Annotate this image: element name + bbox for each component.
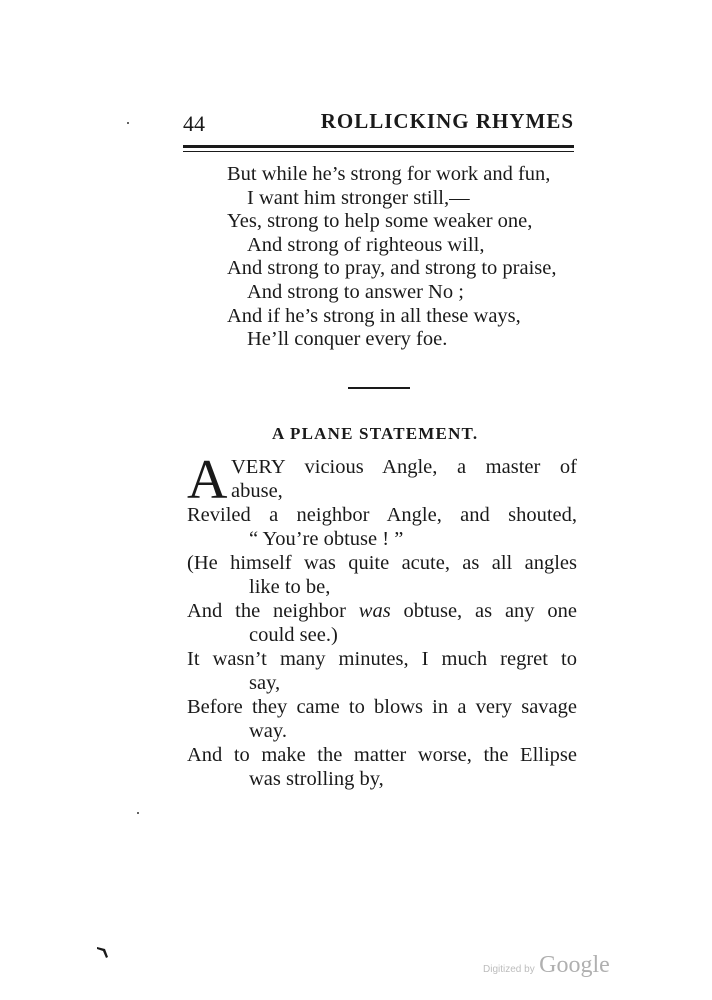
header-rule-thick (183, 145, 574, 148)
section-divider (348, 387, 410, 389)
poem (187, 449, 577, 791)
speck (127, 122, 129, 124)
poem-line-emphasis: was (358, 600, 391, 622)
poem-line-cont: like to be, (249, 576, 331, 598)
poem-line: And to make the matter worse, the Ellipse (187, 744, 577, 766)
poem-line (187, 599, 577, 623)
stanza-line: And if he’s strong in all these ways, (227, 304, 521, 327)
stanza-line: But while he’s strong for work and fun, (227, 163, 551, 185)
watermark-prefix: Digitized by (483, 964, 535, 975)
stanza (227, 163, 556, 352)
poem-line: It wasn’t many minutes, I much regret to (187, 648, 577, 670)
poem-opening (187, 449, 577, 511)
stanza-line: I want him stronger still,— (247, 186, 470, 209)
poem-line: Reviled a neighbor Angle, and shouted, (187, 504, 577, 526)
header-rule-thin (183, 151, 574, 152)
poem-line-cont: way. (249, 720, 287, 742)
running-title: ROLLICKING RHYMES (320, 109, 574, 133)
poem-line-post: obtuse, as any one (390, 600, 577, 622)
poem-line-pre: And the neighbor (187, 600, 359, 622)
stanza-line: Yes, strong to help some weaker one, (227, 210, 533, 233)
poem-first-line-cont: abuse, (231, 480, 283, 502)
stanza-line: He’ll conquer every foe. (247, 328, 448, 351)
poem-first-line: VERY vicious Angle, a master of (231, 456, 577, 478)
poem-line-cont: could see.) (249, 624, 338, 646)
ink-mark-icon (96, 944, 112, 960)
speck (137, 812, 139, 814)
poem-line: (He himself was quite acute, as all angles (187, 552, 577, 574)
poem-title: A PLANE STATEMENT. (272, 424, 479, 443)
poem-line: Before they came to blows in a very savage (187, 696, 577, 718)
stanza-line: And strong of righteous will, (247, 233, 485, 256)
stanza-line: And strong to answer No ; (247, 280, 464, 303)
drop-cap: A (187, 449, 228, 511)
page-number: 44 (183, 111, 205, 136)
digitized-watermark (483, 952, 610, 979)
poem-line-cont: “ You’re obtuse ! ” (249, 528, 404, 550)
watermark-brand: Google (539, 952, 610, 978)
poem-line-cont: was strolling by, (249, 768, 384, 790)
stanza-line: And strong to pray, and strong to praise, (227, 257, 557, 280)
poem-line-cont: say, (249, 672, 281, 694)
